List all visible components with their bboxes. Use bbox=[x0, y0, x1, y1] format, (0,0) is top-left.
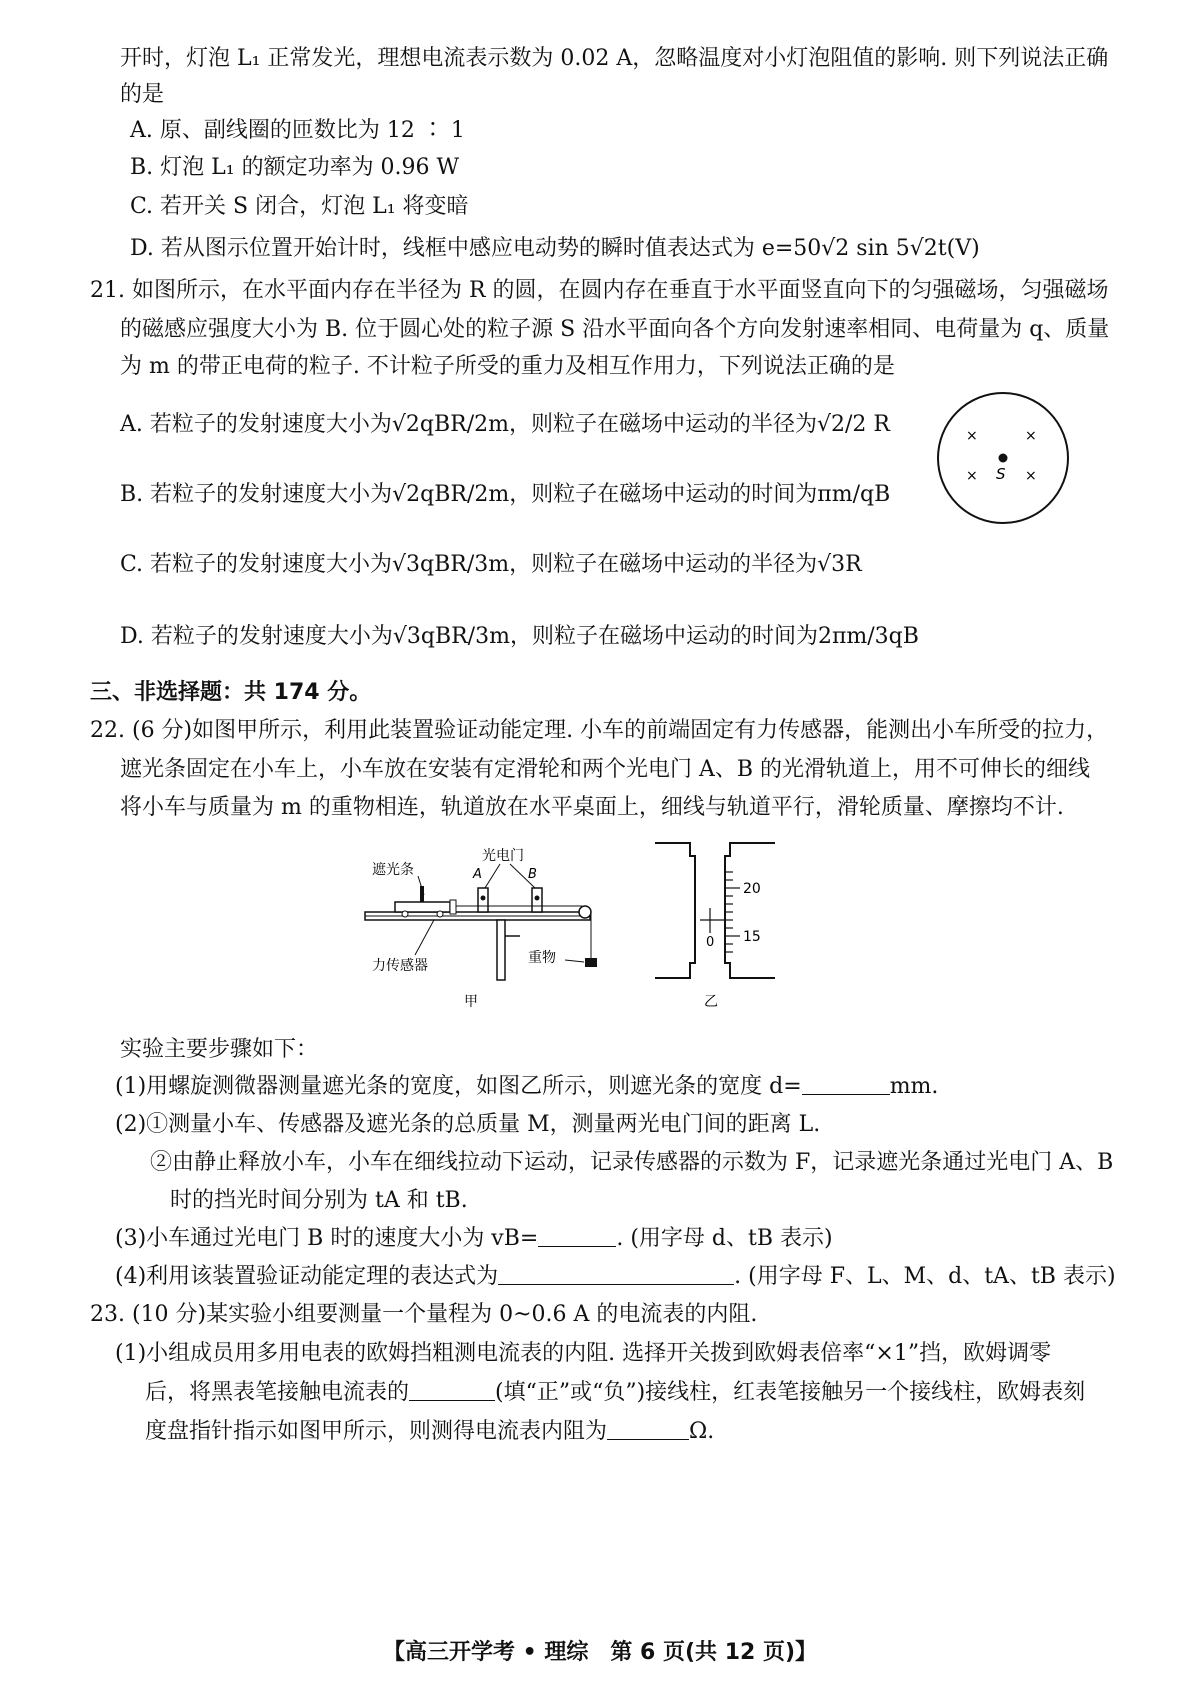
q23-line3 bbox=[145, 1378, 1085, 1408]
q23-line1: 23. (10 分)某实验小组要测量一个量程为 0~0.6 A 的电流表的内阻. bbox=[90, 1302, 758, 1327]
field-mark-3: × bbox=[966, 468, 978, 484]
q22-step1-unit: mm. bbox=[889, 1074, 939, 1099]
q22-step2: (2)①测量小车、传感器及遮光条的总质量 M，测量两光电门间的距离 L. bbox=[115, 1112, 821, 1137]
q21-field-figure bbox=[930, 385, 1080, 535]
caption-jia: 甲 bbox=[464, 994, 478, 1010]
q22-line1: 22. (6 分)如图甲所示，利用此装置验证动能定理. 小车的前端固定有力传感器，能测出小车所受的拉力， bbox=[90, 718, 1109, 743]
q20-option-b: B. 灯泡 L₁ 的额定功率为 0.96 W bbox=[130, 155, 460, 180]
q23-line4 bbox=[145, 1417, 714, 1447]
answer-blank-vb[interactable] bbox=[538, 1224, 616, 1247]
field-mark-1: × bbox=[966, 428, 978, 444]
caption-yi: 乙 bbox=[704, 994, 718, 1010]
q22-line3: 将小车与质量为 m 的重物相连，轨道放在水平桌面上，细线与轨道平行，滑轮质量、摩擦均不计. bbox=[120, 795, 1064, 820]
q21-option-c: C. 若粒子的发射速度大小为√3qBR/3m，则粒子在磁场中运动的半径为√3R bbox=[120, 552, 862, 577]
q20-line1: 开时，灯泡 L₁ 正常发光，理想电流表示数为 0.02 A，忽略温度对小灯泡阻值的影响. 则下列说法正确 bbox=[120, 46, 1109, 71]
q22-apparatus-figure bbox=[360, 840, 620, 1015]
q20-option-d: D. 若从图示位置开始计时，线框中感应电动势的瞬时值表达式为 e=50√2 sin 5√2t(V) bbox=[130, 236, 980, 261]
thimble-scale bbox=[725, 872, 740, 952]
sleeve-label-0: 0 bbox=[706, 935, 715, 950]
q21-line3: 为 m 的带正电荷的粒子. 不计粒子所受的重力及相互作用力，下列说法正确的是 bbox=[120, 354, 895, 379]
answer-blank-resistance[interactable] bbox=[607, 1417, 689, 1440]
q23-line2: (1)小组成员用多用电表的欧姆挡粗测电流表的内阻. 选择开关拨到欧姆表倍率“×1”挡，欧姆调零 bbox=[115, 1341, 1052, 1366]
q20-option-c: C. 若开关 S 闭合，灯泡 L₁ 将变暗 bbox=[130, 194, 469, 219]
q22-step2b: ②由静止释放小车，小车在细线拉动下运动，记录传感器的示数为 F，记录遮光条通过光电门 A、B bbox=[150, 1150, 1114, 1175]
page-footer: 【高三开学考 • 理综 第 6 页(共 12 页)】 bbox=[382, 1640, 818, 1665]
field-mark-4: × bbox=[1025, 468, 1037, 484]
q23-line3-rest: (填“正”或“负”)接线柱，红表笔接触另一个接线柱，欧姆表刻 bbox=[495, 1380, 1086, 1405]
q22-micrometer-figure bbox=[640, 838, 790, 1016]
force-sensor bbox=[450, 900, 456, 914]
q23-line4-text: 度盘指针指示如图甲所示，则测得电流表内阻为 bbox=[145, 1419, 608, 1444]
answer-blank-terminal[interactable] bbox=[409, 1378, 495, 1401]
light-blocking-strip bbox=[420, 886, 424, 902]
q22-step1 bbox=[115, 1072, 938, 1102]
q21-line1: 21. 如图所示，在水平面内存在半径为 R 的圆，在圆内存在垂直于水平面竖直向下的匀强磁场，匀强磁场 bbox=[90, 278, 1109, 303]
q20-line2: 的是 bbox=[120, 82, 165, 107]
label-zheguangtiao: 遮光条 bbox=[372, 862, 414, 878]
answer-blank-expression[interactable] bbox=[498, 1262, 734, 1285]
q23-line3-text: 后，将黑表笔接触电流表的 bbox=[145, 1380, 410, 1405]
pulley bbox=[579, 906, 591, 918]
q22-step4-text: (4)利用该装置验证动能定理的表达式为 bbox=[115, 1264, 499, 1289]
q20-option-a: A. 原、副线圈的匝数比为 12 ∶ 1 bbox=[130, 118, 465, 143]
thimble-label-15: 15 bbox=[743, 929, 761, 945]
cart bbox=[395, 902, 450, 912]
source-label: S bbox=[996, 465, 1006, 483]
q22-step4 bbox=[115, 1262, 1116, 1292]
q22-step3-hint: . (用字母 d、tB 表示) bbox=[616, 1226, 833, 1251]
label-gate-a: A bbox=[473, 867, 482, 882]
q22-steps-title: 实验主要步骤如下： bbox=[120, 1037, 319, 1062]
label-gate-b: B bbox=[528, 867, 537, 882]
q22-step2c: 时的挡光时间分别为 tA 和 tB. bbox=[170, 1188, 468, 1213]
q22-step3-text: (3)小车通过光电门 B 时的速度大小为 vB= bbox=[115, 1226, 539, 1251]
q21-option-a: A. 若粒子的发射速度大小为√2qBR/2m，则粒子在磁场中运动的半径为√2/2 R bbox=[120, 412, 890, 437]
field-mark-2: × bbox=[1025, 428, 1037, 444]
answer-blank-d[interactable] bbox=[802, 1072, 890, 1095]
label-guangdianmen: 光电门 bbox=[482, 848, 524, 864]
section-3-heading: 三、非选择题：共 174 分。 bbox=[90, 680, 372, 705]
source-dot bbox=[999, 454, 1008, 463]
label-force-sensor: 力传感器 bbox=[372, 958, 428, 974]
label-weight: 重物 bbox=[528, 950, 556, 966]
q22-line2: 遮光条固定在小车上，小车放在安装有定滑轮和两个光电门 A、B 的光滑轨道上，用不可伸长的细线 bbox=[120, 757, 1091, 782]
thimble-label-20: 20 bbox=[743, 881, 761, 897]
q21-option-b: B. 若粒子的发射速度大小为√2qBR/2m，则粒子在磁场中运动的时间为πm/qB bbox=[120, 482, 891, 507]
q21-option-d: D. 若粒子的发射速度大小为√3qBR/3m，则粒子在磁场中运动的时间为2πm/3qB bbox=[120, 624, 919, 649]
q22-step4-hint: . (用字母 F、L、M、d、tA、tB 表示) bbox=[734, 1264, 1116, 1289]
q22-step3 bbox=[115, 1224, 833, 1254]
table-leg bbox=[497, 920, 505, 980]
q22-step1-text: (1)用螺旋测微器测量遮光条的宽度，如图乙所示，则遮光条的宽度 d= bbox=[115, 1074, 802, 1099]
q21-line2: 的磁感应强度大小为 B. 位于圆心处的粒子源 S 沿水平面向各个方向发射速率相同、电荷量为 q、质量 bbox=[120, 317, 1110, 342]
weight bbox=[585, 958, 597, 967]
q23-line4-unit: Ω. bbox=[689, 1419, 715, 1444]
